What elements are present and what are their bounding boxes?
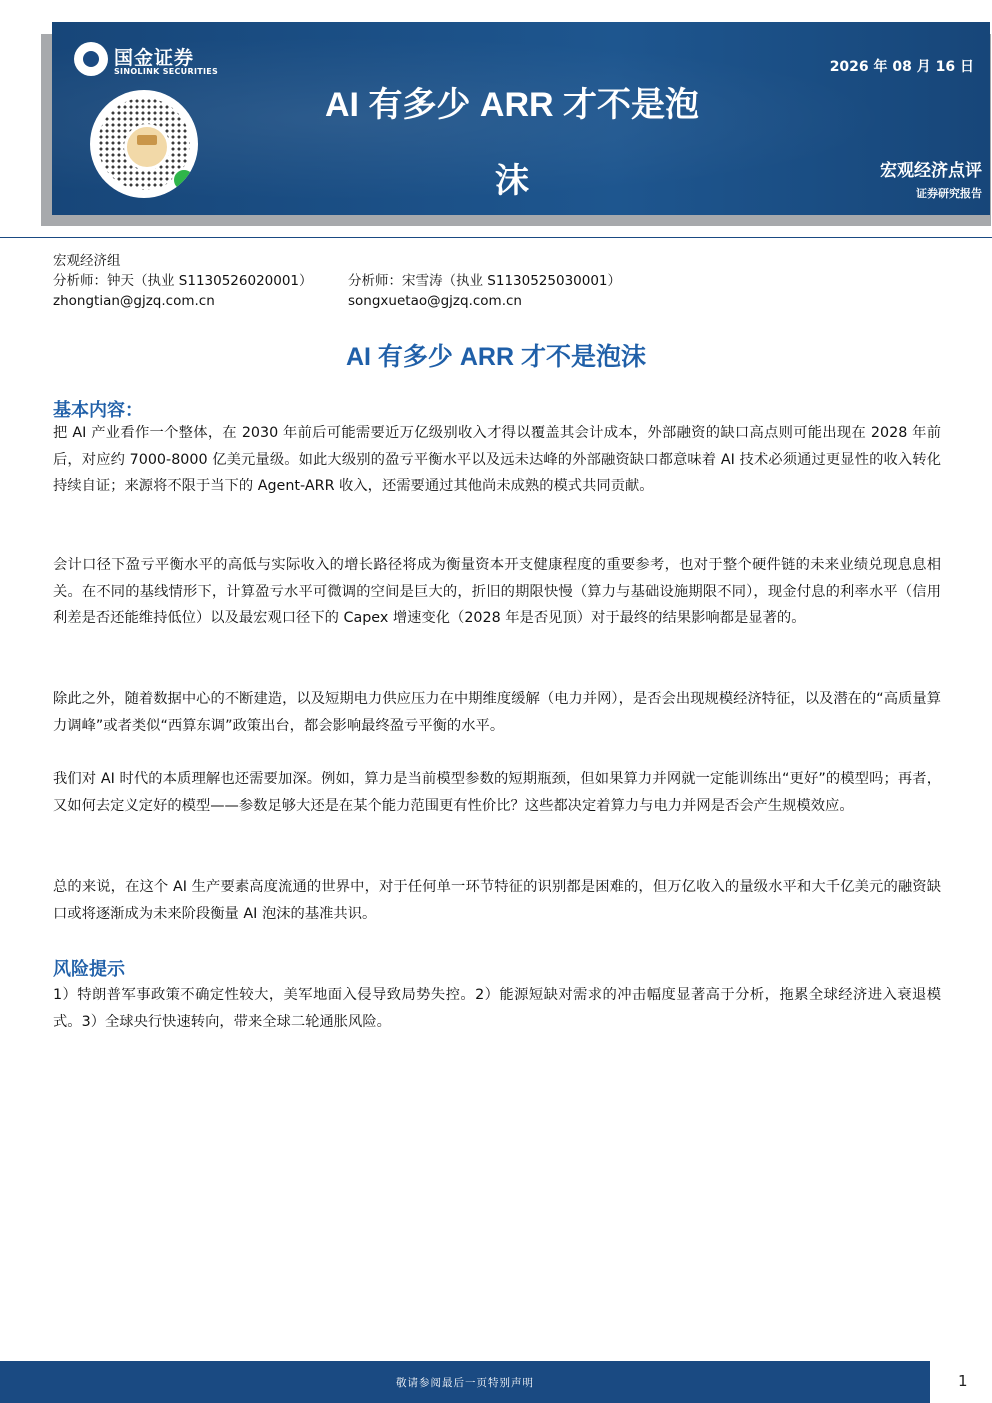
header-title-line2: 沫 (495, 162, 529, 200)
analyst-1-email[interactable]: zhongtian@gjzq.com.cn (53, 293, 215, 309)
brand-name-cn: 国金证券 (114, 47, 195, 69)
report-type: 证券研究报告 (916, 187, 982, 200)
paragraph-1: 把 AI 产业看作一个整体，在 2030 年前后可能需要近万亿级别收入才得以覆盖其会计成本，外部融资的缺口高点则可能出现在 2028 年前后，对应约 7000-8000 亿美元量级。如此大级别的盈亏平衡水平以及远未达峰的外部融资缺口都意味着 AI 技术必须通过更显性的收入转化持续自证；来源将不限于当下的 Agent-ARR 收入，还需要通过其他尚未成熟的模式共同贡献。 (53, 425, 941, 494)
logo-mark-icon (74, 42, 108, 76)
report-header (52, 22, 990, 215)
paragraph-5: 总的来说，在这个 AI 生产要素高度流通的世界中，对于任何单一环节特征的识别都是困难的，但万亿收入的量级水平和大千亿美元的融资缺口或将逐渐成为未来阶段衡量 AI 泡沫的基准共识。 (53, 879, 941, 922)
analyst-group: 宏观经济组 (53, 253, 121, 269)
brand-name-en: SINOLINK SECURITIES (114, 67, 219, 76)
risk-heading: 风险提示 (53, 959, 125, 980)
brand-logo (74, 42, 244, 84)
risk-text: 1）特朗普军事政策不确定性较大，美军地面入侵导致局势失控。2）能源短缺对需求的冲击幅度显著高于分析，拖累全球经济进入衰退模式。3）全球央行快速转向，带来全球二轮通胀风险。 (53, 987, 941, 1030)
document-title: AI 有多少 ARR 才不是泡沫 (345, 343, 646, 371)
analyst-1 (53, 271, 313, 311)
analyst-2-email[interactable]: songxuetao@gjzq.com.cn (348, 293, 522, 309)
report-category: 宏观经济点评 (880, 161, 982, 181)
analyst-2-label: 分析师：宋雪涛（执业 S1130525030001） (348, 273, 622, 289)
header-divider (0, 237, 992, 238)
paragraph-3: 除此之外，随着数据中心的不断建造，以及短期电力供应压力在中期维度缓解（电力并网），是否会出现规模经济特征，以及潜在的“高质量算力调峰”或者类似“西算东调”政策出台，都会影响最终盈亏平衡的水平。 (53, 691, 941, 734)
report-date: 2026 年 08 月 16 日 (829, 59, 974, 75)
paragraph-4: 我们对 AI 时代的本质理解也还需要加深。例如，算力是当前模型参数的短期瓶颈，但如果算力并网就一定能训练出“更好”的模型吗；再者，又如何去定义定好的模型——参数足够大还是在某个能力范围更有性价比？这些都决定着算力与电力并网是否会产生规模效应。 (53, 771, 941, 814)
mini-program-icon (172, 168, 196, 192)
qr-code-icon (90, 90, 198, 198)
paragraph-2: 会计口径下盈亏平衡水平的高低与实际收入的增长路径将成为衡量资本开支健康程度的重要参考，也对于整个硬件链的未来业绩兑现息息相关。在不同的基线情形下，计算盈亏水平可微调的空间是巨大的，折旧的期限快慢（算力与基础设施期限不同），现金付息的利率水平（信用利差是否还能维持低位）以及最宏观口径下的 Capex 增速变化（2028 年是否见顶）对于最终的结果影响都是显著的。 (53, 557, 941, 626)
header-title-line1: AI 有多少 ARR 才不是泡 (325, 86, 699, 124)
header-title (252, 67, 772, 215)
page-number: 1 (958, 1372, 968, 1390)
analyst-1-label: 分析师：钟天（执业 S1130526020001） (53, 273, 313, 289)
analyst-2 (348, 271, 621, 311)
summary-heading: 基本内容： (53, 400, 143, 421)
footer-disclaimer[interactable]: 敬请参阅最后一页特别声明 (396, 1377, 534, 1389)
